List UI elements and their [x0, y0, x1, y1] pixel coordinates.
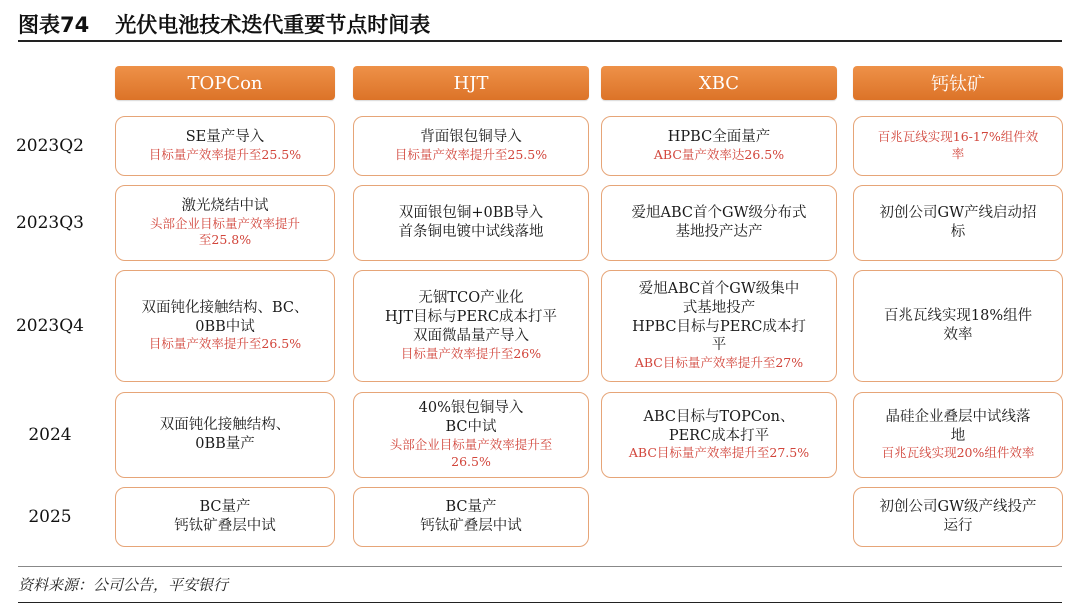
efficiency-target-text: 率: [951, 146, 965, 161]
milestone-text: 标: [950, 224, 966, 240]
column-header-3: XBC: [601, 66, 837, 100]
milestone-text: BC中试: [445, 419, 497, 436]
timeline-cell: [601, 392, 837, 478]
figure-title: 光伏电池技术迭代重要节点时间表: [115, 13, 431, 37]
efficiency-target-text: 26.5%: [451, 453, 491, 469]
milestone-text: 双面微晶量产导入: [413, 327, 529, 344]
timeline-cell: [601, 116, 837, 176]
milestone-text: 基地投产达产: [675, 224, 763, 240]
milestone-text: 40%银包铜导入: [418, 400, 524, 417]
efficiency-target-text: 目标量产效率提升至25.5%: [148, 146, 302, 162]
row-label-2023q4: 2023Q4: [15, 316, 85, 336]
row-label-2025: 2025: [28, 507, 72, 527]
milestone-text: 钙钛矿叠层中试: [174, 518, 276, 534]
milestone-text: 0BB量产: [195, 436, 255, 452]
timeline-cell: [853, 392, 1063, 478]
timeline-cell: [115, 487, 335, 547]
milestone-text: HPBC目标与PERC成本打: [632, 318, 806, 335]
milestone-text: 爱旭ABC首个GW级集中: [638, 280, 800, 297]
timeline-cell: [115, 185, 335, 261]
efficiency-target-text: 百兆瓦线实现16-17%组件效: [877, 129, 1039, 145]
timeline-cell: [853, 270, 1063, 382]
timeline-cell: [353, 270, 589, 382]
bottom-divider: [18, 602, 1062, 603]
milestone-text: 激光烧结中试: [181, 197, 269, 214]
milestone-text: SE量产导入: [185, 129, 265, 146]
column-header-1: TOPCon: [115, 66, 335, 100]
timeline-cell: [601, 185, 837, 261]
timeline-cell: [353, 185, 589, 261]
timeline-cell: [115, 116, 335, 176]
footer-divider: [18, 566, 1062, 567]
milestone-text: 平: [711, 337, 727, 354]
efficiency-target-text: 目标量产效率提升至26%: [400, 345, 542, 361]
timeline-cell: [115, 270, 335, 382]
efficiency-target-text: 百兆瓦线实现20%组件效率: [881, 445, 1035, 461]
milestone-text: 晶硅企业叠层中试线落: [885, 408, 1031, 425]
milestone-text: BC量产: [445, 499, 497, 516]
milestone-text: 式基地投产: [682, 299, 756, 316]
efficiency-target-text: 头部企业目标量产效率提升: [149, 215, 300, 231]
milestone-text: 爱旭ABC首个GW级分布式: [631, 205, 807, 222]
timeline-cell: [353, 392, 589, 478]
figure-label: 图表74: [18, 13, 90, 37]
timeline-cell: [115, 392, 335, 478]
milestone-text: ABC目标与TOPCon、: [643, 408, 795, 425]
milestone-text: 初创公司GW级产线投产: [879, 499, 1037, 516]
milestone-text: 钙钛矿叠层中试: [420, 518, 522, 534]
milestone-text: 双面钝化接触结构、: [159, 417, 291, 434]
efficiency-target-text: ABC量产效率达26.5%: [653, 146, 785, 162]
source-note: 资料来源：公司公告，平安银行: [18, 576, 229, 594]
timeline-cell: [853, 185, 1063, 261]
row-label-2024: 2024: [28, 425, 72, 445]
column-header-2: HJT: [353, 66, 589, 100]
milestone-text: PERC成本打平: [668, 427, 770, 444]
efficiency-target-text: ABC目标量产效率提升至27.5%: [628, 445, 810, 461]
timeline-cell: [853, 116, 1063, 176]
row-label-2023q2: 2023Q2: [15, 136, 85, 156]
milestone-text: HJT目标与PERC成本打平: [385, 309, 557, 326]
milestone-text: 初创公司GW产线启动招: [879, 205, 1037, 222]
milestone-text: HPBC全面量产: [667, 129, 771, 146]
figure-title-bar: [18, 8, 1062, 42]
milestone-text: 地: [950, 427, 966, 444]
timeline-cell: [353, 487, 589, 547]
milestone-text: 效率: [943, 327, 973, 343]
timeline-cell: [853, 487, 1063, 547]
milestone-text: 双面钝化接触结构、BC、: [141, 299, 309, 316]
efficiency-target-text: 目标量产效率提升至25.5%: [394, 146, 548, 162]
milestone-text: 运行: [943, 518, 973, 534]
milestone-text: BC量产: [199, 499, 251, 516]
timeline-cell: [353, 116, 589, 176]
timeline-cell: [601, 270, 837, 382]
row-label-2023q3: 2023Q3: [15, 213, 85, 233]
milestone-text: 百兆瓦线实现18%组件: [883, 308, 1033, 325]
efficiency-target-text: 至25.8%: [198, 232, 252, 248]
milestone-text: 背面银包铜导入: [420, 129, 522, 146]
milestone-text: 0BB中试: [195, 318, 255, 335]
milestone-text: 无铟TCO产业化: [418, 290, 524, 307]
efficiency-target-text: 头部企业目标量产效率提升至: [389, 436, 553, 452]
column-header-4: 钙钛矿: [853, 66, 1063, 100]
efficiency-target-text: ABC目标量产效率提升至27%: [634, 355, 804, 371]
efficiency-target-text: 目标量产效率提升至26.5%: [148, 336, 302, 352]
milestone-text: 首条铜电镀中试线落地: [398, 224, 544, 240]
milestone-text: 双面银包铜+0BB导入: [398, 205, 544, 222]
